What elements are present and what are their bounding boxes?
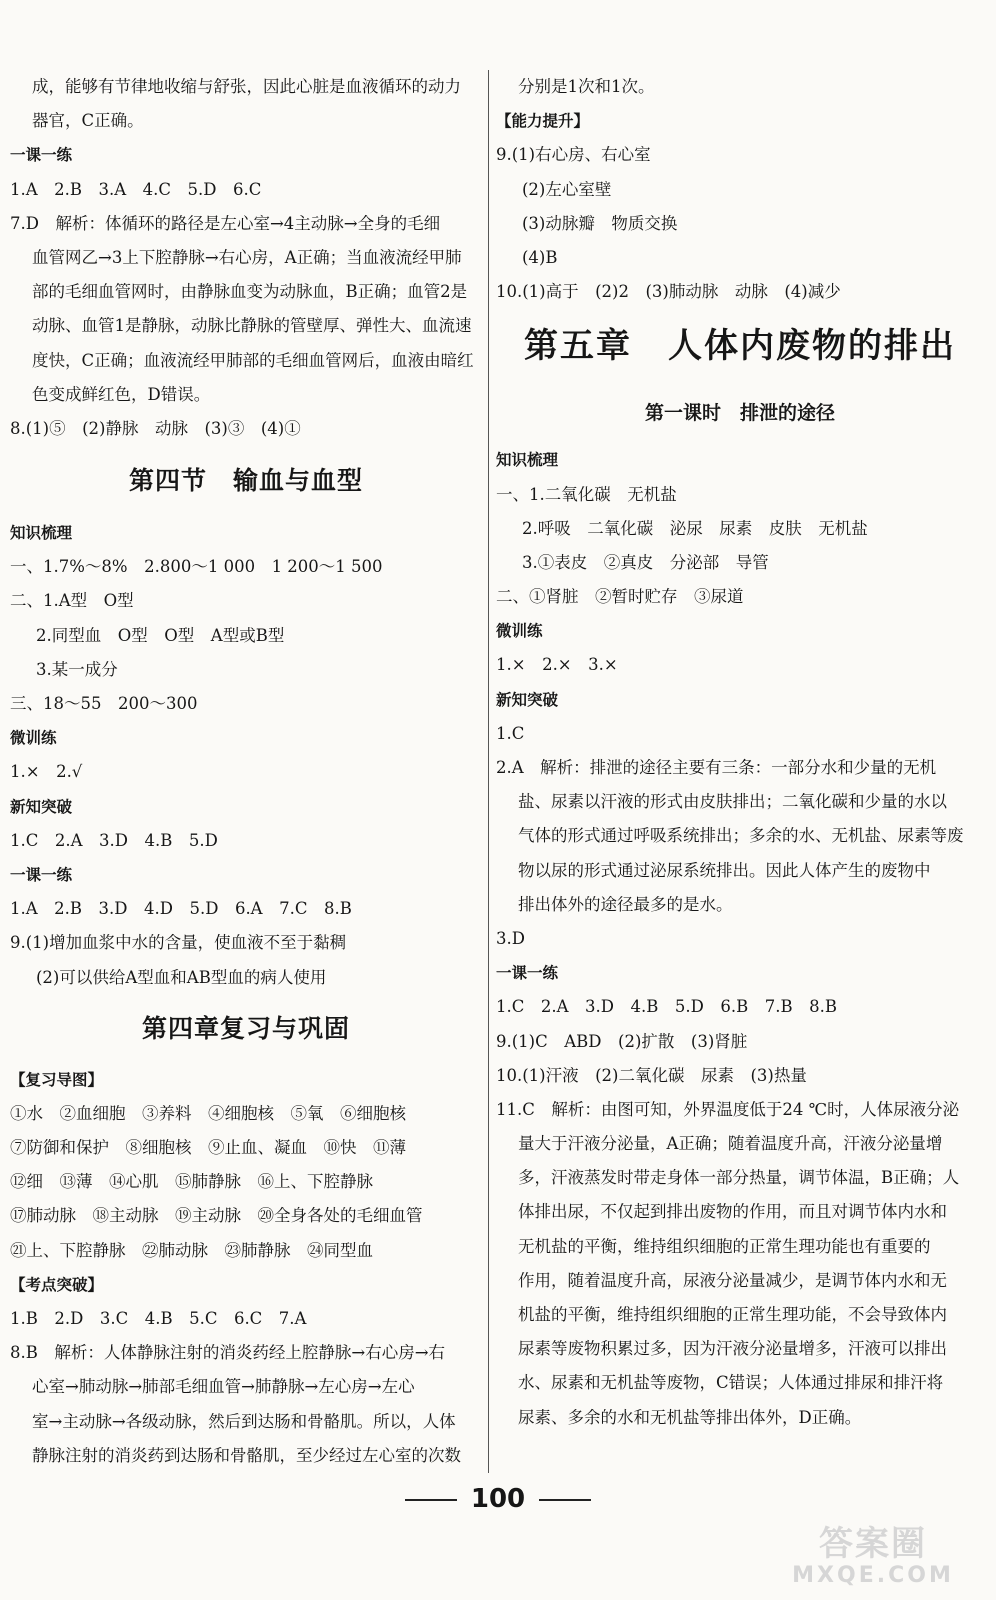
text-line: 尿素等废物积累过多，因为汗液分泌量增多，汗液可以排出 [518,1339,947,1359]
section-label: 知识梳理 [496,451,559,470]
text-line: 色变成鲜红色，D错误。 [32,384,211,404]
text-line: 无机盐的平衡，维持组织细胞的正常生理功能也有重要的 [518,1236,931,1256]
text-line: 分别是1次和1次。 [518,77,655,96]
section-label: 微训练 [10,729,57,748]
text-line: 3.某一成分 [36,659,118,679]
text-line: 9.(1)C ABD (2)扩散 (3)肾脏 [496,1031,748,1051]
text-line: ⑰肺动脉 ⑱主动脉 ⑲主动脉 ⑳全身各处的毛细血管 [10,1206,423,1226]
text-line: 二、①肾脏 ②暂时贮存 ③尿道 [496,587,744,607]
text-line: 11.C 解析：由图可知，外界温度低于24 ℃时，人体尿液分泌 [496,1099,960,1119]
section-label: 新知突破 [10,797,73,816]
text-line: 3.①表皮 ②真皮 分泌部 导管 [522,552,769,572]
text-line: 2.同型血 O型 O型 A型或B型 [36,625,285,645]
text-line: 9.(1)增加血浆中水的含量，使血液不至于黏稠 [10,933,347,953]
text-line: 1.× 2.√ [10,762,83,782]
text-line: 1.× 2.× 3.× [496,655,618,675]
section-label: 知识梳理 [10,524,73,543]
footer-rule-right [539,1499,591,1501]
text-line: 水、尿素和无机盐等废物，C错误；人体通过排尿和排汗将 [518,1373,944,1393]
section-label: 新知突破 [496,690,559,709]
text-line: 二、1.A型 O型 [10,591,134,611]
chapter-title: 第五章 人体内废物的排出 [524,326,956,367]
lesson-title: 第一课时 排泄的途径 [644,402,835,425]
text-line: 盐、尿素以汗液的形式由皮肤排出；二氧化碳和少量的水以 [518,792,947,812]
page-footer [0,1484,996,1524]
text-line: 作用，随着温度升高，尿液分泌量减少，是调节体内水和无 [518,1270,947,1290]
section-label: 一课一练 [496,964,559,983]
text-line: 8.B 解析：人体静脉注射的消炎药经上腔静脉→右心房→右 [10,1343,446,1363]
text-line: 部的毛细血管网时，由静脉血变为动脉血，B正确；血管2是 [32,282,468,302]
text-line: 1.C [496,723,525,743]
left-column [10,70,482,1473]
text-line: 3.D [496,928,525,948]
text-line: 三、18～55 200～300 [10,694,198,713]
text-line: 10.(1)高于 (2)2 (3)肺动脉 动脉 (4)减少 [496,282,841,302]
section-label: 【考点突破】 [10,1275,104,1294]
section-label: 【复习导图】 [10,1070,104,1089]
page-number: 100 [470,1484,526,1514]
text-line: 室→主动脉→各级动脉，然后到达肠和骨骼肌。所以，人体 [32,1411,456,1431]
column-divider [488,70,489,1473]
watermark-title: 答案圈 [819,1524,927,1564]
text-line: 度快，C正确；血液流经甲肺部的毛细血管网后，血液由暗红 [32,350,474,370]
text-line: 血管网乙→3上下腔静脉→右心房，A正确；当血液流经甲肺 [32,247,462,267]
text-line: (4)B [522,247,558,267]
text-line: 2.呼吸 二氧化碳 泌尿 尿素 皮肤 无机盐 [522,518,868,538]
text-line: ⑦防御和保护 ⑧细胞核 ⑨止血、凝血 ⑩快 ⑪薄 [10,1138,406,1158]
section-title: 第四节 输血与血型 [128,466,363,496]
text-line: ⑫细 ⑬薄 ⑭心肌 ⑮肺静脉 ⑯上、下腔静脉 [10,1172,373,1192]
section-title: 第四章复习与巩固 [141,1013,350,1043]
section-label: 【能力提升】 [496,112,590,131]
text-line: 动脉、血管1是静脉，动脉比静脉的管壁厚、弹性大、血流速 [32,316,472,336]
watermark-url: MXQE.COM [792,1563,954,1588]
text-line: ㉑上、下腔静脉 ㉒肺动脉 ㉓肺静脉 ㉔同型血 [10,1240,373,1260]
right-column [496,70,984,1435]
text-line: 1.B 2.D 3.C 4.B 5.C 6.C 7.A [10,1309,307,1328]
text-line: 一、1.7%～8% 2.800～1 000 1 200～1 500 [10,557,383,577]
footer-rule-left [405,1499,457,1501]
text-line: 心室→肺动脉→肺部毛细血管→肺静脉→左心房→左心 [32,1377,415,1397]
text-line: 9.(1)右心房、右心室 [496,145,651,165]
text-line: (2)可以供给A型血和AB型血的病人使用 [36,967,327,987]
text-line: 气体的形式通过呼吸系统排出；多余的水、无机盐、尿素等废 [518,826,964,846]
text-line: 1.C 2.A 3.D 4.B 5.D 6.B 7.B 8.B [496,997,837,1017]
text-line: 量大于汗液分泌量，A正确；随着温度升高，汗液分泌量增 [518,1134,943,1154]
text-line: 1.A 2.B 3.D 4.D 5.D 6.A 7.C 8.B [10,899,352,919]
text-line: 7.D 解析：体循环的路径是左心室→4主动脉→全身的毛细 [10,213,441,233]
text-line: (2)左心室壁 [522,179,612,199]
text-line: 器官，C正确。 [32,111,144,131]
text-line: 2.A 解析：排泄的途径主要有三条：一部分水和少量的无机 [496,758,937,777]
watermark-logo [768,1525,978,1593]
text-line: 10.(1)汗液 (2)二氧化碳 尿素 (3)热量 [496,1065,807,1085]
text-line: 排出体外的途径最多的是水。 [518,894,733,914]
text-line: 尿素、多余的水和无机盐等排出体外，D正确。 [518,1407,862,1427]
section-label: 一课一练 [10,865,73,884]
text-line: 1.C 2.A 3.D 4.B 5.D [10,830,218,850]
text-line: (3)动脉瓣 物质交换 [522,213,678,233]
text-line: 成，能够有节律地收缩与舒张，因此心脏是血液循环的动力 [32,77,461,96]
text-line: 体排出尿，不仅起到排出废物的作用，而且对调节体内水和 [518,1202,947,1222]
text-line: 机盐的平衡，维持组织细胞的正常生理功能，不会导致体内 [518,1305,947,1324]
text-line: ①水 ②血细胞 ③养料 ④细胞核 ⑤氧 ⑥细胞核 [10,1103,406,1123]
text-line: 一、1.二氧化碳 无机盐 [496,484,677,504]
text-line: 多，汗液蒸发时带走身体一部分热量，调节体温，B正确；人 [518,1168,960,1188]
section-label: 一课一练 [10,146,73,165]
text-line: 物以尿的形式通过泌尿系统排出。因此人体产生的废物中 [518,860,931,880]
section-label: 微训练 [496,622,543,641]
text-line: 1.A 2.B 3.A 4.C 5.D 6.C [10,179,262,199]
text-line: 静脉注射的消炎药到达肠和骨骼肌，至少经过左心室的次数 [32,1445,461,1465]
text-line: 8.(1)⑤ (2)静脉 动脉 (3)③ (4)① [10,418,301,438]
